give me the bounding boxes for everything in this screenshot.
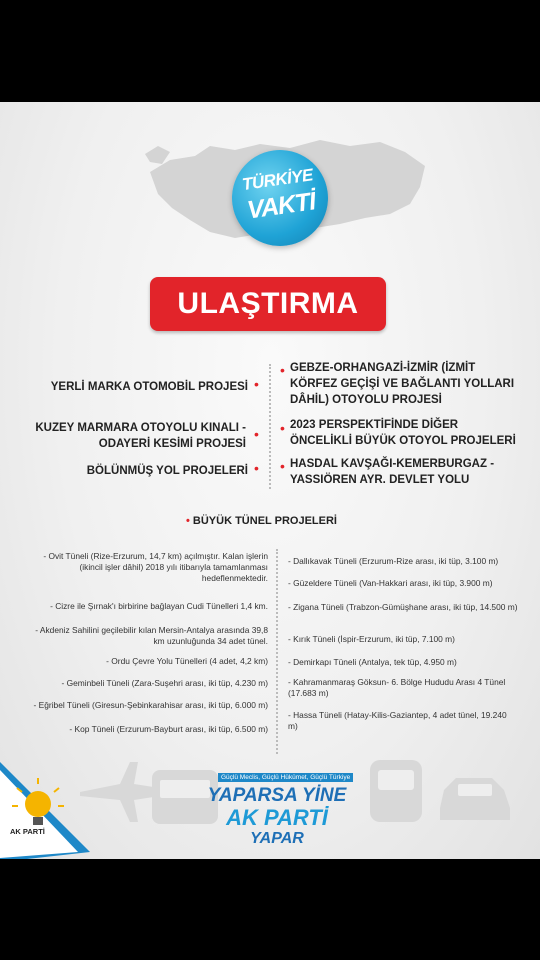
page-title: ULAŞTIRMA [177, 287, 359, 320]
tunnel-right-1: - Dallıkavak Tüneli (Erzurum-Rize arası, iki tüp, 3.100 m) [288, 556, 499, 566]
slogan-line1: YAPARSA YİNE [207, 785, 347, 806]
tagline: Güçlü Meclis, Güçlü Hükümet, Güçlü Türkiye [218, 773, 353, 782]
badge-line2: VAKTİ [245, 187, 317, 225]
projects-divider [269, 364, 271, 489]
project-left-3: BÖLÜNMÜŞ YOL PROJELERİ [86, 465, 248, 477]
train-icon [370, 760, 422, 822]
tunnel-left-4: - Ordu Çevre Yolu Tünelleri (4 adet, 4,2 km) [106, 656, 268, 666]
project-left-1: YERLİ MARKA OTOMOBİL PROJESİ [50, 381, 248, 393]
bullet-icon: • [280, 458, 285, 474]
project-right-2: 2023 PERSPEKTİFİNDE DİĞER ÖNCELİKLİ BÜYÜK OTOYOL PROJELERİ [290, 419, 516, 447]
slogan-line2: AK PARTİ [226, 805, 328, 830]
tunnel-left-2: - Cizre ile Şırnak'ı birbirine bağlayan Cudi Tünelleri 1,4 km. [50, 601, 268, 611]
tunnel-right-6: - Kahramanmaraş Göksun- 6. Bölge Hududu Arası 4 Tünel (17.683 m) [288, 677, 506, 698]
tunnel-left-7: - Kop Tüneli (Erzurum-Bayburt arası, iki tüp, 6.500 m) [69, 724, 268, 734]
ak-parti-logo [0, 762, 90, 859]
bullet-icon: • [280, 420, 285, 436]
tunnel-left-3: - Akdeniz Sahilini geçilebilir kılan Mersin-Antalya arasında 39,8 km uzunluğunda 34 adet tünel. [35, 625, 268, 646]
title-box [150, 277, 386, 331]
bullet-icon: • [186, 515, 190, 527]
tunnel-right-7: - Hassa Tüneli (Hatay-Kilis-Gaziantep, 4 adet tünel, 19.240 m) [288, 710, 507, 731]
bullet-icon: • [254, 460, 259, 476]
tunnel-right-2: - Güzeldere Tüneli (Van-Hakkari arası, iki tüp, 3.900 m) [288, 578, 493, 588]
tunnel-left-5: - Geminbeli Tüneli (Zara-Suşehri arası, iki tüp, 4.230 m) [61, 678, 268, 688]
tunnel-right-3: - Zigana Tüneli (Trabzon-Gümüşhane arası, iki tüp, 14.500 m) [288, 602, 518, 612]
tunnel-right-5: - Demirkapı Tüneli (Antalya, tek tüp, 4.950 m) [288, 657, 457, 667]
party-label: AK PARTİ [10, 827, 45, 836]
slogan-line3: YAPAR [250, 830, 304, 847]
tunnel-left-6: - Eğribel Tüneli (Giresun-Şebinkarahisar arası, iki tüp, 6.000 m) [33, 700, 268, 710]
tunnel-right-4: - Kırık Tüneli (İspir-Erzurum, iki tüp, 7.100 m) [288, 634, 455, 644]
project-right-1: GEBZE-ORHANGAZİ-İZMİR (İZMİT KÖRFEZ GEÇİŞİ VE BAĞLANTI YOLLARI DÂHİL) OTOYOLU PROJESİ [290, 362, 515, 406]
poster [0, 102, 540, 859]
tunnel-left-1: - Ovit Tüneli (Rize-Erzurum, 14,7 km) açılmıştır. Kalan işlerin (ikincil işler dâhil) 2018 yılı itibarıyla tamamlanması hedeflenmektedir. [43, 551, 268, 583]
tunnels-divider [276, 549, 278, 754]
project-right-3: HASDAL KAVŞAĞI-KEMERBURGAZ -YASSIÖREN AYR. DEVLET YOLU [290, 458, 495, 486]
bullet-icon: • [254, 426, 259, 442]
badge-line1: TÜRKİYE [240, 165, 314, 195]
bullet-icon: • [280, 362, 285, 378]
tunnels-heading-text: BÜYÜK TÜNEL PROJELERİ [192, 515, 337, 527]
project-left-2: KUZEY MARMARA OTOYOLU KINALI -ODAYERİ KESİMİ PROJESİ [35, 422, 246, 450]
tunnels-heading [186, 515, 337, 527]
bullet-icon: • [254, 376, 259, 392]
